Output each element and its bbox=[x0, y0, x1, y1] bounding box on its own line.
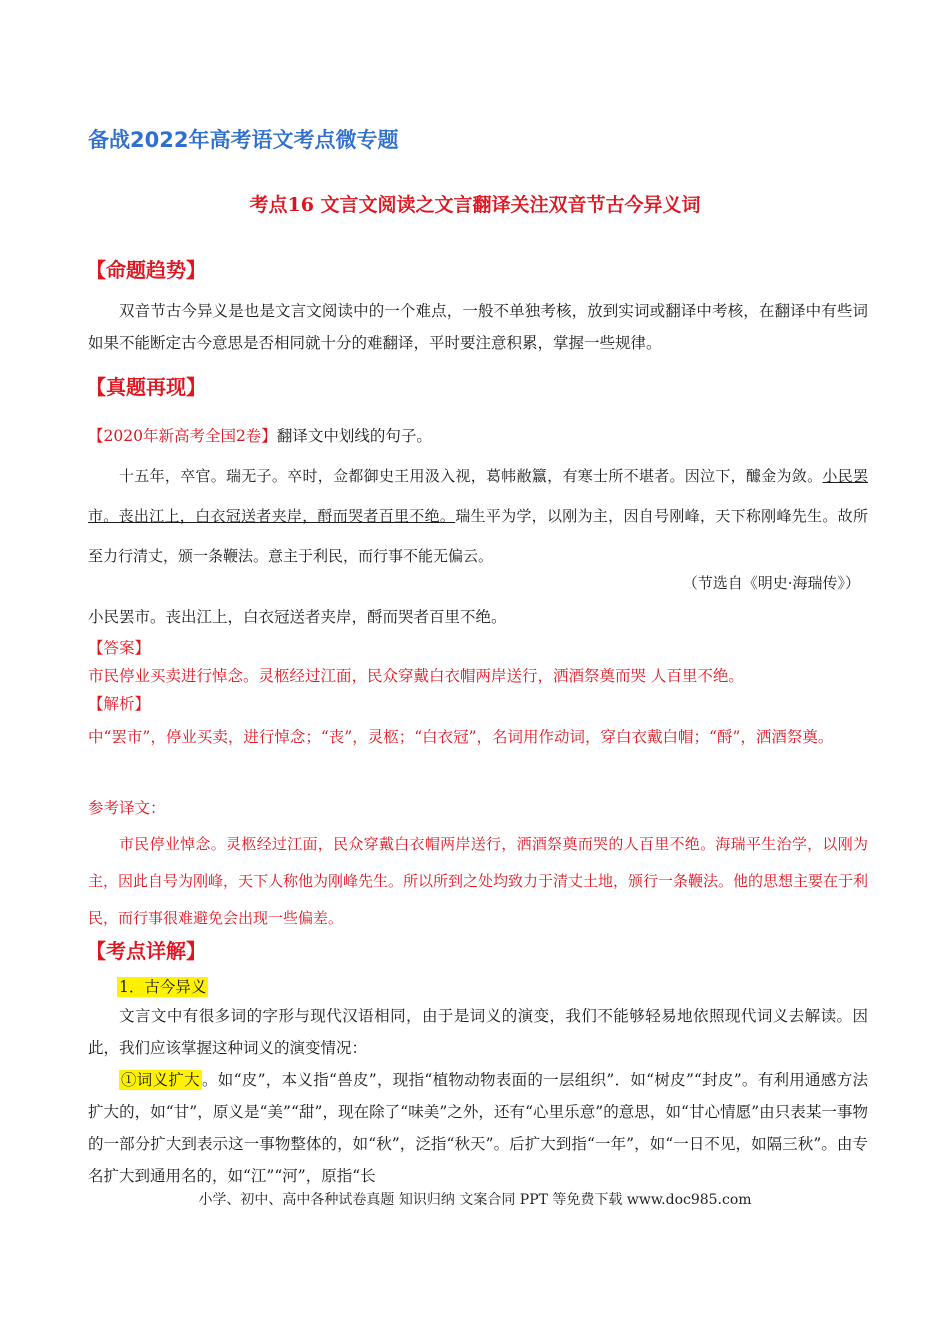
exam-source-line bbox=[88, 420, 868, 452]
exam-source-tag: 【2020年新高考全国2卷】 bbox=[88, 427, 277, 445]
topic-title: 考点16 文言文阅读之文言翻译关注双音节古今异义词 bbox=[249, 194, 701, 216]
page-footer: 小学、初中、高中各种试卷真题 知识归纳 文案合同 PPT 等免费下载 www.doc985.com bbox=[198, 1192, 752, 1208]
passage-source: （节选自《明史·海瑞传》） bbox=[682, 574, 860, 592]
analysis-text: 中“罢市”，停业买卖，进行悼念；“丧”，灵柩；“白衣冠”，名词用作动词，穿白衣戴白帽；“酹”，洒酒祭奠。 bbox=[88, 728, 834, 746]
reference-text: 市民停业悼念。灵柩经过江面，民众穿戴白衣帽两岸送行，洒酒祭奠而哭的人百里不绝。海瑞平生治学，以刚为主，因此自号为刚峰，天下人称他为刚峰先生。所以所到之处均致力于清丈土地，颁行一条鞭法。他的思想主要在于利民，而行事很难避免会出现一些偏差。 bbox=[88, 835, 869, 927]
detail-point bbox=[88, 1064, 868, 1192]
answer-text: 市民停业买卖进行悼念。灵柩经过江面，民众穿戴白衣帽两岸送行，洒酒祭奠而哭 人百里不绝。 bbox=[88, 667, 744, 685]
point-text: 。如“皮”，本义指“兽皮”，现指“植物动物表面的一层组织”．如“树皮”“封皮”。有利用通感方法扩大的，如“甘”，原义是“美”“甜”，现在除了“味美”之外，还有“心里乐意”的意思，如“甘心情愿”由只表某一事物的一部分扩大到表示这一事物整体的，如“秋”，泛指“秋天”。后扩大到指“一年”，如“一日不见，如隔三秋”。由专名扩大到通用名的，如“江”“河”，原指“长 bbox=[88, 1071, 868, 1185]
exam-passage bbox=[88, 456, 868, 576]
trend-paragraph: 双音节古今异义是也是文言文阅读中的一个难点，一般不单独考核，放到实词或翻译中考核，在翻译中有些词如果不能断定古今意思是否相同就十分的难翻译，平时要注意积累，掌握一些规律。 bbox=[88, 302, 868, 352]
exam-instruction: 翻译文中划线的句子。 bbox=[276, 427, 432, 445]
passage-part2: 瑞生平为学，以刚为主，因自号刚峰，天下称刚峰先生。故所至力行清丈，颁一条鞭法。意主于利民，而行事不能无偏云。 bbox=[88, 507, 868, 565]
heading-exam: 【真题再现】 bbox=[86, 375, 206, 399]
reference-label: 参考译文： bbox=[88, 799, 166, 817]
subheading-highlight: 1．古今异义 bbox=[119, 978, 207, 996]
heading-detail: 【考点详解】 bbox=[86, 939, 206, 963]
passage-underlined: 小民罢市。丧出江上，白衣冠送者夹岸，酹而哭者百里不绝。 bbox=[88, 467, 868, 525]
answer-label: 【答案】 bbox=[88, 639, 151, 657]
detail-intro: 文言文中有很多词的字形与现代汉语相同，由于是词义的演变，我们不能够轻易地依照现代词义去解读。因此，我们应该掌握这种词义的演变情况： bbox=[88, 1007, 868, 1057]
question-sentence: 小民罢市。丧出江上，白衣冠送者夹岸，酹而哭者百里不绝。 bbox=[88, 608, 507, 626]
series-title: 备战2022年高考语文考点微专题 bbox=[88, 128, 399, 152]
passage-part1: 十五年，卒官。瑞无子。卒时，佥都御史王用汲入视，葛帏敝籝，有寒士所不堪者。因泣下，醵金为敛。 bbox=[119, 467, 823, 485]
heading-trend: 【命题趋势】 bbox=[86, 258, 206, 282]
point-label-highlight: ①词义扩大 bbox=[121, 1071, 200, 1089]
detail-subheading bbox=[117, 971, 208, 1003]
analysis-label: 【解析】 bbox=[88, 695, 151, 713]
